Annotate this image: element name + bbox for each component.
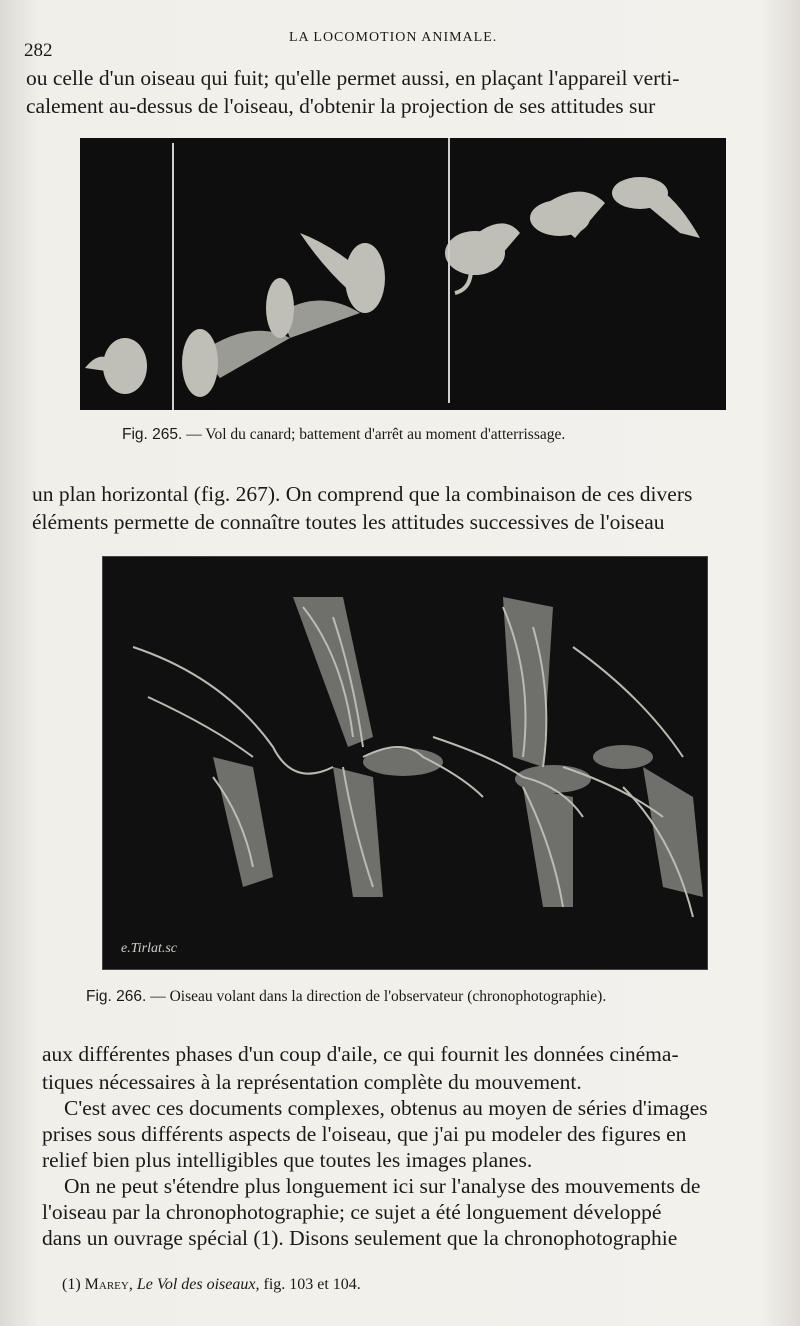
figure-label: Fig. 266. <box>86 988 147 1005</box>
bird-flight-engraving <box>103 557 707 969</box>
page-number: 282 <box>24 40 53 61</box>
body-line: tiques nécessaires à la représentation complète du mouvement. <box>42 1070 582 1094</box>
body-line: aux différentes phases d'un coup d'aile, ce qui fournit les données cinéma- <box>42 1042 679 1066</box>
figure-266-caption <box>86 988 606 1006</box>
engraver-signature: e.Tirlat.sc <box>121 941 178 956</box>
figure-265-caption <box>122 426 565 444</box>
body-line: éléments permette de connaître toutes les attitudes successives de l'oiseau <box>32 510 665 534</box>
footnote-marker: (1) <box>62 1276 81 1293</box>
body-line: calement au-dessus de l'oiseau, d'obtenir la projection de ses attitudes sur <box>26 94 656 118</box>
body-line: un plan horizontal (fig. 267). On comprend que la combinaison de ces divers <box>32 482 693 506</box>
figure-265-photo <box>80 138 726 410</box>
running-title: LA LOCOMOTION ANIMALE. <box>289 30 498 45</box>
body-line: l'oiseau par la chronophotographie; ce sujet a été longuement développé <box>42 1200 662 1224</box>
footnote-title: Le Vol des oiseaux, <box>136 1276 260 1293</box>
duck-chronophotograph <box>80 138 726 410</box>
figure-caption-text: — Vol du canard; battement d'arrêt au moment d'atterrissage. <box>186 426 566 443</box>
body-line: relief bien plus intelligibles que toutes les images planes. <box>42 1148 533 1172</box>
page-header <box>24 30 764 61</box>
body-line: prises sous différents aspects de l'oiseau, que j'ai pu modeler des figures en <box>42 1122 687 1146</box>
figure-266-engraving <box>102 556 708 970</box>
body-line: dans un ouvrage spécial (1). Disons seulement que la chronophotographie <box>42 1226 678 1250</box>
figure-caption-text: — Oiseau volant dans la direction de l'observateur (chronophotographie). <box>150 988 607 1005</box>
figure-label: Fig. 265. <box>122 426 183 443</box>
footnote <box>62 1276 361 1294</box>
footnote-reference: fig. 103 et 104. <box>263 1276 361 1293</box>
body-line: On ne peut s'étendre plus longuement ici sur l'analyse des mouvements de <box>64 1174 701 1198</box>
body-line: ou celle d'un oiseau qui fuit; qu'elle permet aussi, en plaçant l'appareil verti- <box>26 66 680 90</box>
footnote-author: Marey, <box>84 1276 133 1293</box>
body-line: C'est avec ces documents complexes, obtenus au moyen de séries d'images <box>64 1096 708 1120</box>
